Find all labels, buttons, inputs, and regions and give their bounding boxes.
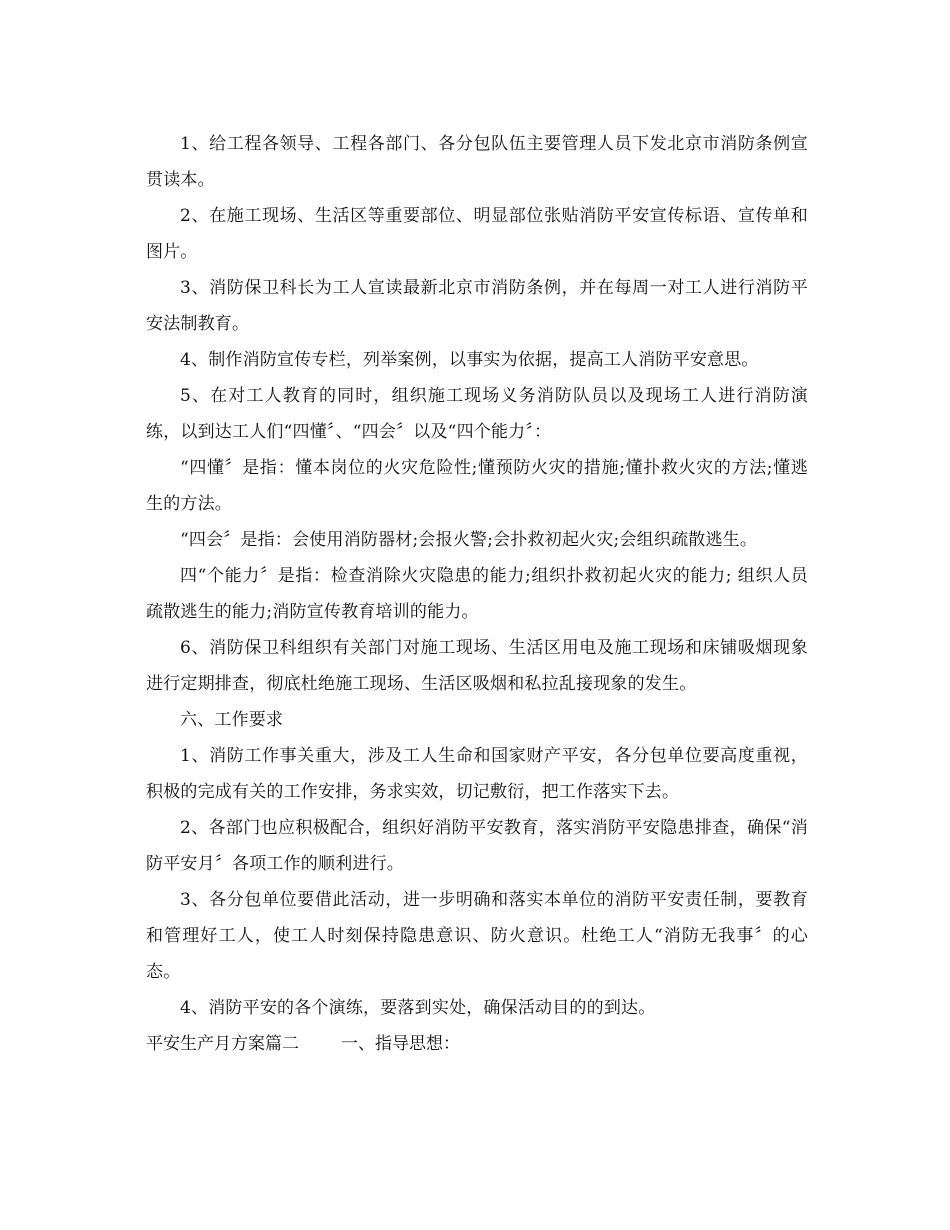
requirement-2: 2、各部门也应积极配合，组织好消防平安教育，落实消防平安隐患排查，确保“消防平安月〞各项工作的顺利进行。 — [146, 818, 808, 874]
paragraph-3: 3、消防保卫科长为工人宣读最新北京市消防条例，并在每周一对工人进行消防平安法制教育。 — [146, 278, 808, 334]
paragraph-6: 6、消防保卫科组织有关部门对施工现场、生活区用电及施工现场和床铺吸烟现象进行定期排查，彻底杜绝施工现场、生活区吸烟和私拉乱接现象的发生。 — [146, 638, 808, 694]
next-section-heading: 平安生产月方案篇二 — [146, 1034, 299, 1054]
next-section-line — [146, 1026, 808, 1062]
requirement-4: 4、消防平安的各个演练，要落到实处，确保活动目的的到达。 — [180, 998, 656, 1018]
paragraph-four-can: “四会〞是指：会使用消防器材;会报火警;会扑救初起火灾;会组织疏散逃生。 — [180, 530, 758, 550]
paragraph-four-abilities: 四“个能力〞是指：检查消除火灾隐患的能力;组织扑救初起火灾的能力; 组织人员疏散逃生的能力;消防宣传教育培训的能力。 — [146, 566, 808, 622]
paragraph-4: 4、制作消防宣传专栏，列举案例，以事实为依据，提高工人消防平安意思。 — [180, 350, 759, 370]
section-heading-work-requirements: 六、工作要求 — [180, 710, 284, 730]
paragraph-four-understand: “四懂〞是指：懂本岗位的火灾危险性;懂预防火灾的措施;懂扑救火灾的方法;懂逃生的方法。 — [146, 458, 808, 514]
requirement-1: 1、消防工作事关重大，涉及工人生命和国家财产平安，各分包单位要高度重视，积极的完成有关的工作安排，务求实效，切记敷衍，把工作落实下去。 — [146, 746, 808, 802]
paragraph-1: 1、给工程各领导、工程各部门、各分包队伍主要管理人员下发北京市消防条例宣贯读本。 — [146, 134, 808, 190]
next-section-subheading: 一、指导思想： — [341, 1034, 460, 1054]
paragraph-5: 5、在对工人教育的同时，组织施工现场义务消防队员以及现场工人进行消防演练，以到达工人们“四懂〞、“四会〞以及“四个能力〞： — [146, 386, 808, 442]
paragraph-2: 2、在施工现场、生活区等重要部位、明显部位张贴消防平安宣传标语、宣传单和图片。 — [146, 206, 808, 262]
requirement-3: 3、各分包单位要借此活动，进一步明确和落实本单位的消防平安责任制，要教育和管理好工人，使工人时刻保持隐患意识、防火意识。杜绝工人“消防无我事〞的心态。 — [146, 890, 808, 982]
document-body — [146, 126, 808, 1062]
